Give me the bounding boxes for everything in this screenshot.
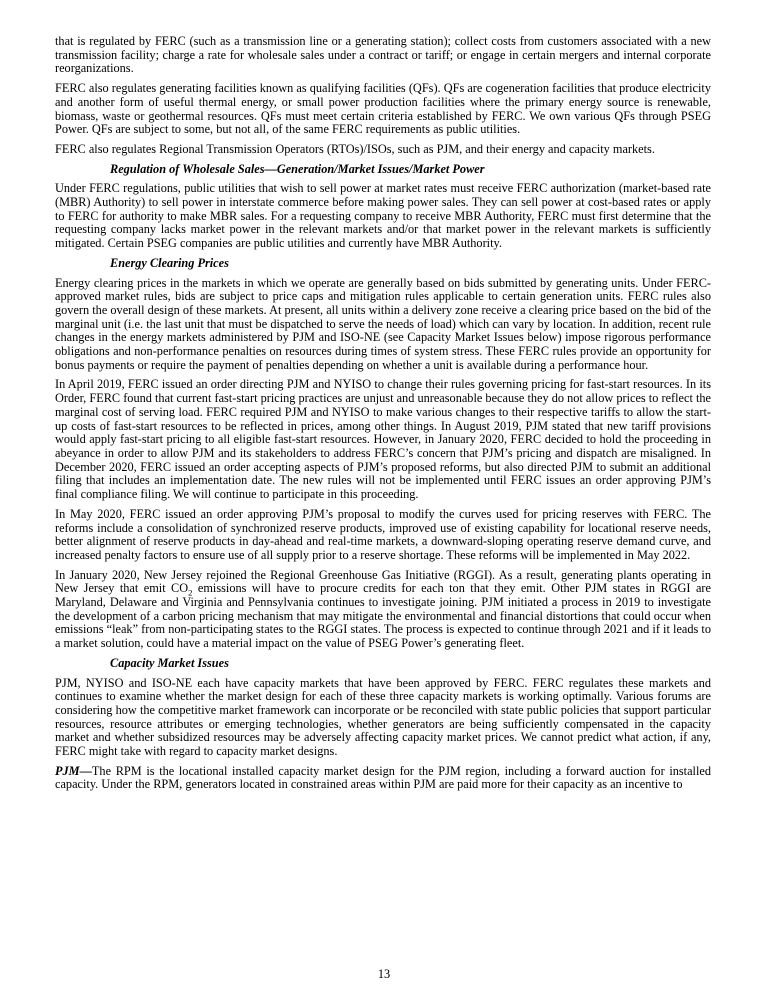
section-heading-regulation-wholesale-sales: Regulation of Wholesale Sales—Generation/Market Issues/Market Power [110,161,485,176]
paragraph-ferc-regulated-facilities: that is regulated by FERC (such as a transmission line or a generating station); collect costs from customers associated with a new transmission facility; charge a rate for wholesale sales under a contract or tariff; or engage in certain mergers and internal corporate reorganizations. [55,34,711,76]
section-heading-energy-clearing-prices: Energy Clearing Prices [110,255,229,270]
pjm-lead-dash: — [79,763,92,778]
section-heading-capacity-market-issues: Capacity Market Issues [110,655,229,670]
page-number: 13 [377,967,391,981]
pjm-lead-in: PJM [55,763,80,778]
paragraph-pjm-rpm [55,765,711,792]
pjm-rpm-text: The RPM is the locational installed capacity market design for the PJM region, including a forward auction for installed capacity. Under the RPM, generators located in constrained areas within PJM are paid more for their capacity as an incentive to [55,763,711,792]
rggi-text-after-subscript: emissions will have to procure credits for each ton that they emit. Other PJM states in RGGI are Maryland, Delaware and Virginia and Pennsylvania continues to investigate joining. PJM initiated a process in 2019 to investigate the development of a carbon pricing mechanism that may mitigate the environmental and financial distortions that could occur when emissions “leak” from non-participating states to the RGGI states. The process is expected to continue through 2021 and if it leads to a market solution, could have a material impact on the value of PSEG Power’s generating fleet. [55,581,711,651]
paragraph-reserve-pricing-reforms: In May 2020, FERC issued an order approving PJM’s proposal to modify the curves used for pricing reserves with FERC. The reforms include a consolidation of synchronized reserve products, improved use of existing capability for locational reserve needs, better alignment of reserve products in day-ahead and real-time markets, a downward-sloping operating reserve demand curve, and increased penalty factors to ensure use of all supply prior to a reserve shortage. These reforms will be implemented in May 2022. [55,506,711,562]
paragraph-qualifying-facilities: FERC also regulates generating facilities known as qualifying facilities (QFs). QFs are cogeneration facilities that produce electricity and another form of useful thermal energy, or small power production facilities where the primary energy source is renewable, biomass, waste or geothermal resources. QFs must meet certain criteria established by FERC. We own various QFs through PSEG Power. QFs are subject to some, but not all, of the same FERC requirements as public utilities. [55,81,711,137]
paragraph-mbr-authority: Under FERC regulations, public utilities that wish to sell power at market rates must receive FERC authorization (market-based rate (MBR) Authority) to sell power in interstate commerce before making power sales. They can sell power at cost-based rates or apply to FERC for authority to make MBR sales. For a requesting company to receive MBR Authority, FERC must first determine that the requesting company lacks market power in the relevant markets and/or that market power in the relevant markets is sufficiently mitigated. Certain PSEG companies are public utilities and currently have MBR Authority. [55,181,711,251]
rggi-text-before-subscript: In January 2020, New Jersey rejoined the Regional Greenhouse Gas Initiative (RGGI). As a result, generating plants operating in New Jersey that emit CO [55,567,711,596]
paragraph-rtos-isos: FERC also regulates Regional Transmission Operators (RTOs)/ISOs, such as PJM, and their energy and capacity markets. [55,141,655,156]
co2-subscript: 2 [188,587,193,598]
paragraph-fast-start-pricing: In April 2019, FERC issued an order directing PJM and NYISO to change their rules governing pricing for fast-start resources. In its Order, FERC found that current fast-start pricing practices are unjust and unreasonable because they do not allow prices to reflect the marginal cost of serving load. FERC required PJM and NYISO to make various changes to their respective tariffs to allow the start-up costs of fast-start resources to be reflected in prices, among other things. In August 2019, PJM stated that new tariff provisions would apply fast-start pricing to all eligible fast-start resources. However, in January 2020, FERC decided to hold the proceeding in abeyance in order to allow PJM and its stakeholders to address FERC’s concern that PJM’s pricing and dispatch are misaligned. In December 2020, FERC issued an order accepting aspects of PJM’s proposed reforms, but also directed PJM to submit an additional filing that includes an implementation date. The new rules will not be implemented until FERC issues an order approving PJM’s final compliance filing. We will continue to participate in this proceeding. [55,377,711,502]
paragraph-capacity-markets: PJM, NYISO and ISO-NE each have capacity markets that have been approved by FERC. FERC regulates these markets and continues to examine whether the market design for each of these three capacity markets is working optimally. Various forums are considering how the competitive market framework can incorporate or be reconciled with state public policies that support particular resources, resource attributes or emerging technologies, whether generators are being sufficiently compensated in the capacity market and whether subsidized resources may be adversely affecting capacity market prices. We cannot predict what action, if any, FERC might take with regard to capacity market designs. [55,675,711,759]
paragraph-rggi [55,569,711,651]
paragraph-energy-clearing-prices: Energy clearing prices in the markets in which we operate are generally based on bids submitted by generating units. Under FERC-approved market rules, bids are subject to price caps and mitigation rules applicable to certain generation units. FERC rules also govern the overall design of these markets. At present, all units within a delivery zone receive a clearing price based on the bid of the marginal unit (i.e. the last unit that must be dispatched to serve the needs of load) which can vary by location. In addition, recent rule changes in the energy markets administered by PJM and ISO-NE (see Capacity Market Issues below) impose rigorous performance obligations and non-performance penalties on resources during times of system stress. These FERC rules provide an opportunity for bonus payments or require the payment of penalties depending on whether a unit is available during a performance hour. [55,275,711,372]
